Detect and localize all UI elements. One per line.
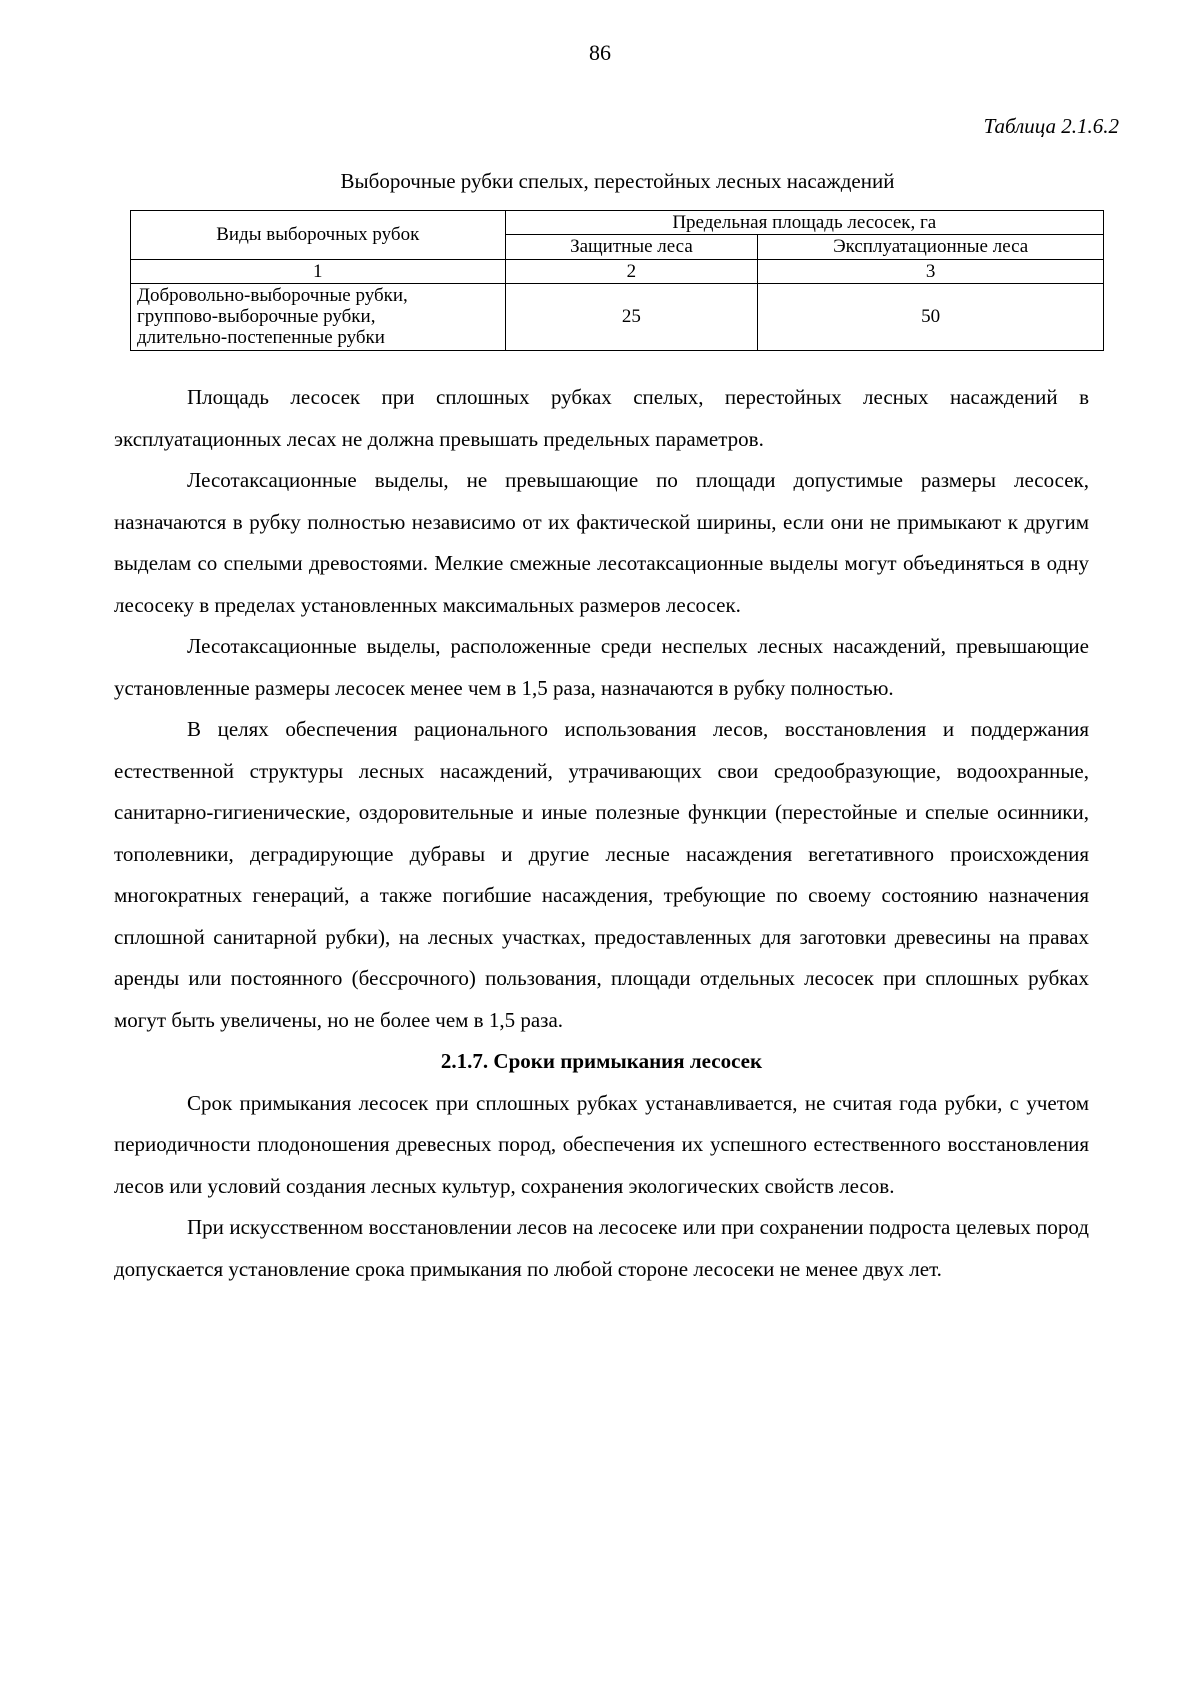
protective-area-cell: 25 xyxy=(505,283,758,350)
table-row xyxy=(131,283,1104,350)
cutting-type-line: Добровольно-выборочные рубки, xyxy=(137,284,408,306)
exploitation-area-cell: 50 xyxy=(758,283,1104,350)
body-text xyxy=(114,377,1089,1290)
paragraph: Площадь лесосек при сплошных рубках спелых, перестойных лесных насаждений в эксплуатационных лесах не должна превышать предельных параметров. xyxy=(114,385,1089,451)
paragraph: В целях обеспечения рационального использования лесов, восстановления и поддержания естественной структуры лесных насаждений, утрачивающих свои средообразующие, водоохранные, санитарно-гигиенические, оздоровительные и иные полезные функции (перестойные и спелые осинники, тополевники, деградирующие дубравы и другие лесные насаждения вегетативного происхождения многократных генераций, а также погибшие насаждения, требующие по своему состоянию назначения сплошной санитарной рубки), на лесных участках, предоставленных для заготовки древесины на правах аренды или постоянного (бессрочного) пользования, площади отдельных лесосек при сплошных рубках могут быть увеличены, но не более чем в 1,5 раза. xyxy=(114,717,1089,1032)
header-exploitation-forests: Эксплуатационные леса xyxy=(758,235,1104,259)
cutting-type-line: длительно-постепенные рубки xyxy=(137,327,385,349)
cutting-type-cell xyxy=(131,283,506,350)
paragraph: При искусственном восстановлении лесов на лесосеке или при сохранении подроста целевых пород допускается установление срока примыкания по любой стороне лесосеки не менее двух лет. xyxy=(114,1215,1089,1281)
header-cutting-types: Виды выборочных рубок xyxy=(131,211,506,260)
page-number: 86 xyxy=(589,40,611,65)
column-number: 1 xyxy=(131,259,506,283)
table-header-row xyxy=(131,211,1104,235)
column-number: 2 xyxy=(505,259,758,283)
table-column-numbers-row xyxy=(131,259,1104,283)
paragraph: Лесотаксационные выделы, расположенные среди неспелых лесных насаждений, превышающие установленные размеры лесосек менее чем в 1,5 раза, назначаются в рубку полностью. xyxy=(114,634,1089,700)
paragraph: Лесотаксационные выделы, не превышающие по площади допустимые размеры лесосек, назначаются в рубку полностью независимо от их фактической ширины, если они не примыкают к другим выделам со спелыми древостоями. Мелкие смежные лесотаксационные выделы могут объединяться в одну лесосеку в пределах установленных максимальных размеров лесосек. xyxy=(114,468,1089,617)
cutting-limits-table xyxy=(130,210,1104,351)
column-number: 3 xyxy=(758,259,1104,283)
section-heading: 2.1.7. Сроки примыкания лесосек xyxy=(440,1049,763,1073)
table-title: Выборочные рубки спелых, перестойных лесных насаждений xyxy=(340,169,895,193)
header-max-area: Предельная площадь лесосек, га xyxy=(505,211,1103,235)
table-label: Таблица 2.1.6.2 xyxy=(983,114,1119,138)
paragraph: Срок примыкания лесосек при сплошных рубках устанавливается, не считая года рубки, с учетом периодичности плодоношения древесных пород, обеспечения их успешного естественного восстановления лесов или условий создания лесных культур, сохранения экологических свойств лесов. xyxy=(114,1090,1089,1198)
cutting-type-line: группово-выборочные рубки, xyxy=(137,306,376,328)
header-protective-forests: Защитные леса xyxy=(505,235,758,259)
